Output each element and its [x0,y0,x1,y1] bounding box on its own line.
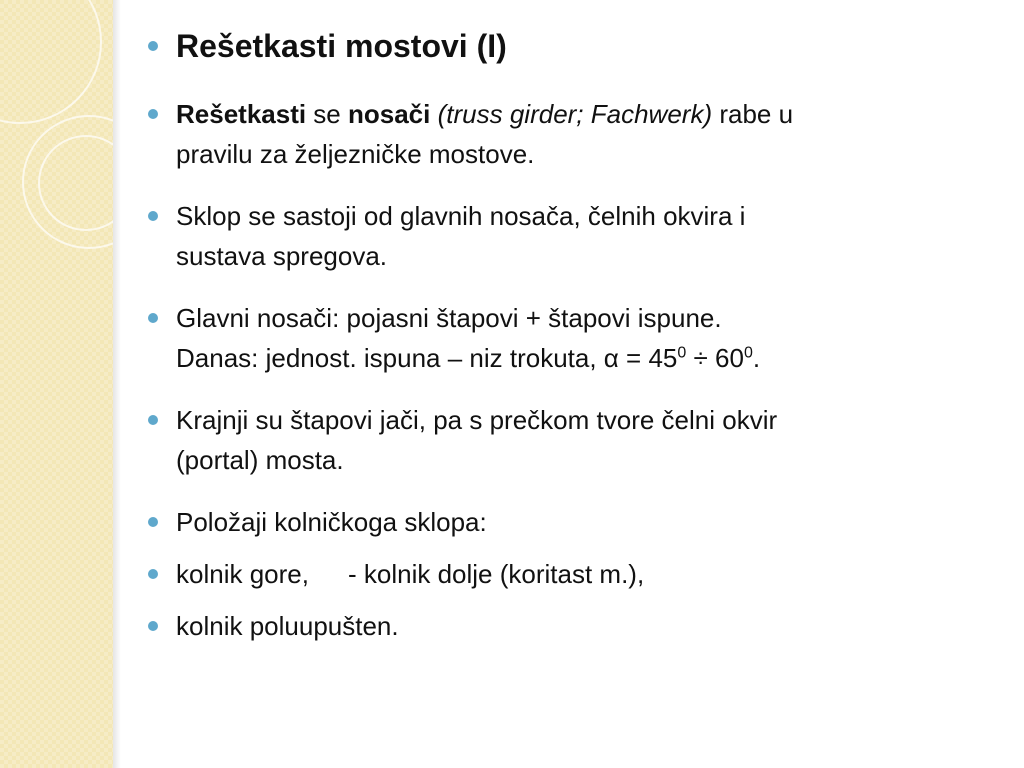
bullet-icon [148,41,158,51]
decorative-sidebar [0,0,113,768]
term-resetkasti: Rešetkasti [176,99,307,129]
translation-note: (truss girder; Fachwerk) [437,99,713,129]
bullet-icon [148,517,158,527]
bullet-item-3: Glavni nosači: pojasni štapovi + štapovi ispune. Danas: jednost. ispuna – niz trokuta, $\alpha = 45^0 \div 60^0$. [140,298,1010,378]
bullet-item-4: Krajnji su štapovi jači, pa s prečkom tvore čelni okvir (portal) mosta. [140,400,1010,480]
sidebar-shadow [113,0,121,768]
slide-content [140,20,1010,646]
bullet-icon [148,415,158,425]
bullet-icon [148,211,158,221]
bullet-icon [148,569,158,579]
slide-title [140,20,1010,72]
bullet-icon [148,621,158,631]
term-nosaci: nosači [348,99,431,129]
bullet-item-2: Sklop se sastoji od glavnih nosača, čelnih okvira i sustava spregova. [140,196,1010,276]
decorative-ring-icon [0,0,102,124]
bullet-item-6: kolnik gore, - kolnik dolje (koritast m.), [140,554,1010,594]
title-text: Rešetkasti mostovi (I) [176,28,507,64]
bullet-icon [148,313,158,323]
bullet-item-5: Položaji kolničkoga sklopa: [140,502,1010,542]
bullet-item-1: Rešetkasti se nosači (truss girder; Fachwerk) rabe u pravilu za željezničke mostove. [140,94,1010,174]
bullet-item-7: kolnik poluupušten. [140,606,1010,646]
bullet-icon [148,109,158,119]
